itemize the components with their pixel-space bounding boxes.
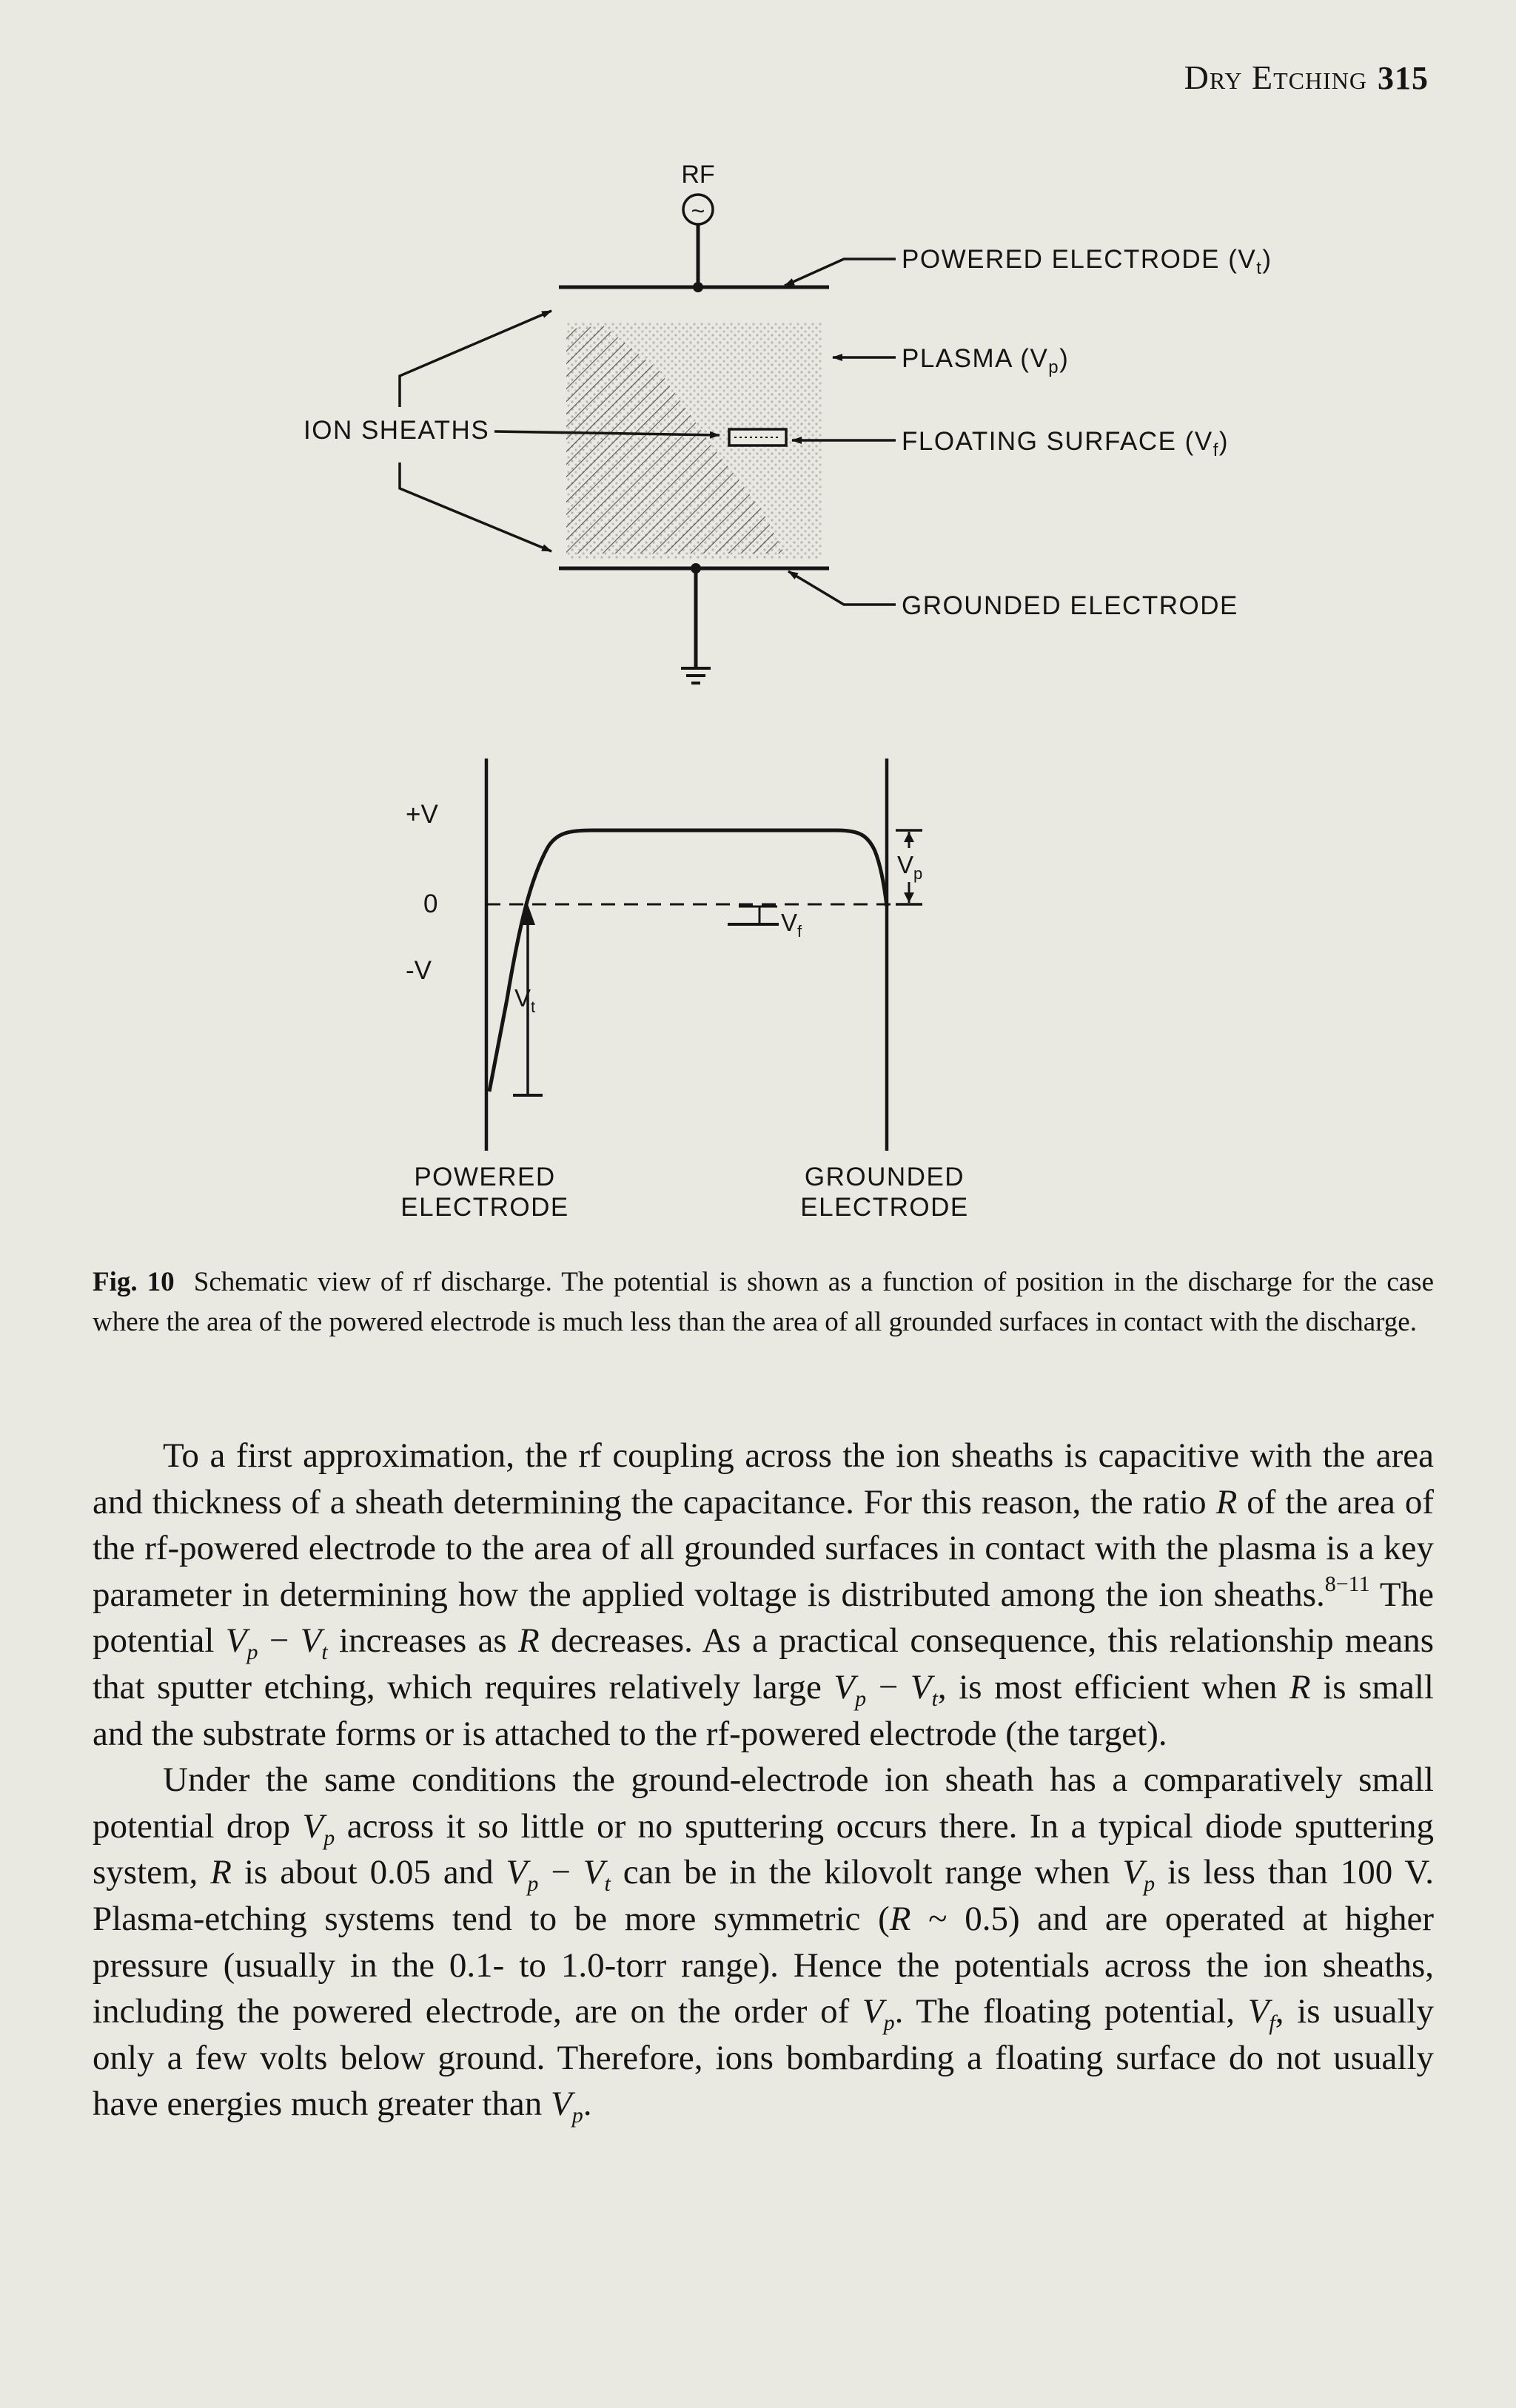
grounded-electrode-plot-label-1: GROUNDED bbox=[804, 1163, 965, 1191]
vp-arrowhead-up-icon bbox=[904, 832, 914, 842]
figure-caption bbox=[93, 1262, 1434, 1342]
body-text bbox=[93, 1433, 1434, 2128]
vf-label: $V_f$ bbox=[781, 909, 802, 941]
powered-electrode-plot-label-1: POWERED bbox=[414, 1163, 556, 1191]
caption-text: Schematic view of rf discharge. The potential is shown as a function of position in the discharge for the case where the area of the powered electrode is much less than the area of all grounded surfaces in contact with the discharge. bbox=[93, 1267, 1434, 1337]
potential-plot bbox=[400, 759, 968, 1222]
rf-wave-icon: ~ bbox=[691, 198, 705, 224]
plasma-label: PLASMA $(V_p)$ bbox=[902, 344, 1070, 377]
ion-sheaths-arrow-bottom bbox=[400, 463, 551, 551]
powered-electrode-plot-label-2: ELECTRODE bbox=[400, 1193, 569, 1222]
running-title: Dry Etching bbox=[1184, 58, 1367, 96]
potential-curve bbox=[489, 830, 887, 1092]
vt-label: $V_t$ bbox=[514, 984, 536, 1016]
figure-number: Fig. 10 bbox=[93, 1267, 175, 1297]
ion-sheaths-arrow-top bbox=[400, 311, 551, 407]
schematic bbox=[303, 161, 1272, 683]
paragraph-2: Under the same conditions the ground-electrode ion sheath has a comparatively small potential drop $V_p$ across it so little or no sputtering occurs there. In a typical diode sputtering system, R is about 0.05 and $V_p - V_t$ can be in the kilovolt range when $V_p$ is less than 100 V. Plasma-etching systems tend to be more symmetric (R ~ 0.5) and are operated at higher pressure (usually in the 0.1- to 1.0-torr range). Hence the potentials across the ion sheaths, including the powered electrode, are on the order of $V_p$. The floating potential, $V_f$, is usually only a few volts below ground. Therefore, ions bombarding a floating surface do not usually have energies much greater than $V_p$. bbox=[93, 1760, 1434, 2128]
grounded-electrode-leader bbox=[788, 571, 896, 605]
grounded-electrode-label: GROUNDED ELECTRODE bbox=[902, 591, 1238, 620]
powered-electrode-leader bbox=[785, 259, 896, 286]
y-label-minus: -V bbox=[406, 956, 432, 985]
vp-label: $V_p$ bbox=[897, 851, 923, 883]
page-number: 315 bbox=[1378, 60, 1429, 96]
floating-surface-label: FLOATING SURFACE $(V_f)$ bbox=[902, 427, 1230, 460]
paragraph-1: To a first approximation, the rf coupling across the ion sheaths is capacitive with the area and thickness of a sheath determining the capacitance. For this reason, the ratio R of the area of the rf-powered electrode to the area of all grounded surfaces in contact with the plasma is a key parameter in determining how the applied voltage is distributed among the ion sheaths.$^{8-11}$ The potential $V_p - V_t$ increases as R decreases. As a practical consequence, this relationship means that sputter etching, which requires relatively large $V_p - V_t$, is most efficient when R is small and the substrate forms or is attached to the rf-powered electrode (the target). bbox=[93, 1436, 1434, 1753]
powered-electrode-label: POWERED ELECTRODE $(V_t)$ bbox=[902, 245, 1272, 278]
ground-symbol-icon bbox=[681, 668, 711, 683]
rf-label: RF bbox=[681, 161, 715, 189]
ion-sheaths-label: ION SHEATHS bbox=[303, 416, 490, 445]
vp-arrowhead-down-icon bbox=[904, 892, 914, 903]
grounded-electrode-plot-label-2: ELECTRODE bbox=[800, 1193, 969, 1222]
y-label-plus: +V bbox=[406, 800, 438, 829]
y-label-zero: 0 bbox=[423, 889, 438, 918]
